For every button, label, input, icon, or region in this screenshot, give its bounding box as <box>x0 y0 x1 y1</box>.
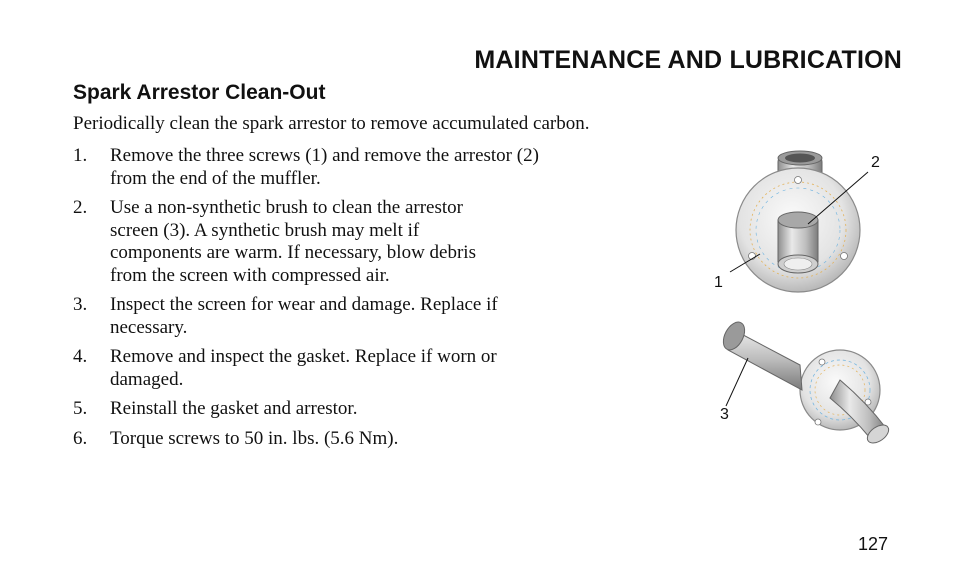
step-2 <box>73 197 633 287</box>
step-4 <box>73 346 633 391</box>
step-text-line: from the screen with compressed air. <box>110 264 390 286</box>
step-text-line: Reinstall the gasket and arrestor. <box>110 398 358 419</box>
step-number: 5. <box>73 398 88 419</box>
step-number: 4. <box>73 346 88 367</box>
step-text-line: Remove the three screws (1) and remove the arrestor (2) <box>110 145 539 166</box>
spark-arrestor-illustration <box>690 140 920 460</box>
step-number: 1. <box>73 145 88 166</box>
step-text-line: screen (3). A synthetic brush may melt if <box>110 219 420 241</box>
chapter-title: MAINTENANCE AND LUBRICATION <box>474 46 902 74</box>
callout-2: 2 <box>871 154 880 171</box>
step-number: 6. <box>73 427 88 449</box>
arrestor-top-view <box>736 151 860 292</box>
step-3 <box>73 294 633 339</box>
step-text-line: Remove and inspect the gasket. Replace if worn or <box>110 346 497 367</box>
step-text-line: Torque screws to 50 in. lbs. (5.6 Nm). <box>110 427 399 449</box>
callout-1: 1 <box>714 274 723 291</box>
step-number: 2. <box>73 197 88 218</box>
step-1 <box>73 145 633 190</box>
instruction-steps <box>73 145 633 457</box>
step-text-line: Inspect the screen for wear and damage. Replace if <box>110 294 498 315</box>
intro-paragraph: Periodically clean the spark arrestor to remove accumulated carbon. <box>73 113 590 134</box>
page-number: 127 <box>857 534 888 554</box>
step-text-line: necessary. <box>110 316 188 338</box>
step-text-line: from the end of the muffler. <box>110 167 321 189</box>
step-text-line: Use a non-synthetic brush to clean the arrestor <box>110 197 463 218</box>
callout-3: 3 <box>720 406 729 423</box>
step-number: 3. <box>73 294 88 315</box>
step-text-line: components are warm. If necessary, blow debris <box>110 242 476 263</box>
step-5 <box>73 398 633 421</box>
section-title: Spark Arrestor Clean-Out <box>73 81 326 104</box>
step-text-line: damaged. <box>110 368 184 390</box>
callout-3-leader <box>726 358 748 406</box>
step-6 <box>73 428 633 451</box>
arrestor-removed-view <box>719 319 892 447</box>
